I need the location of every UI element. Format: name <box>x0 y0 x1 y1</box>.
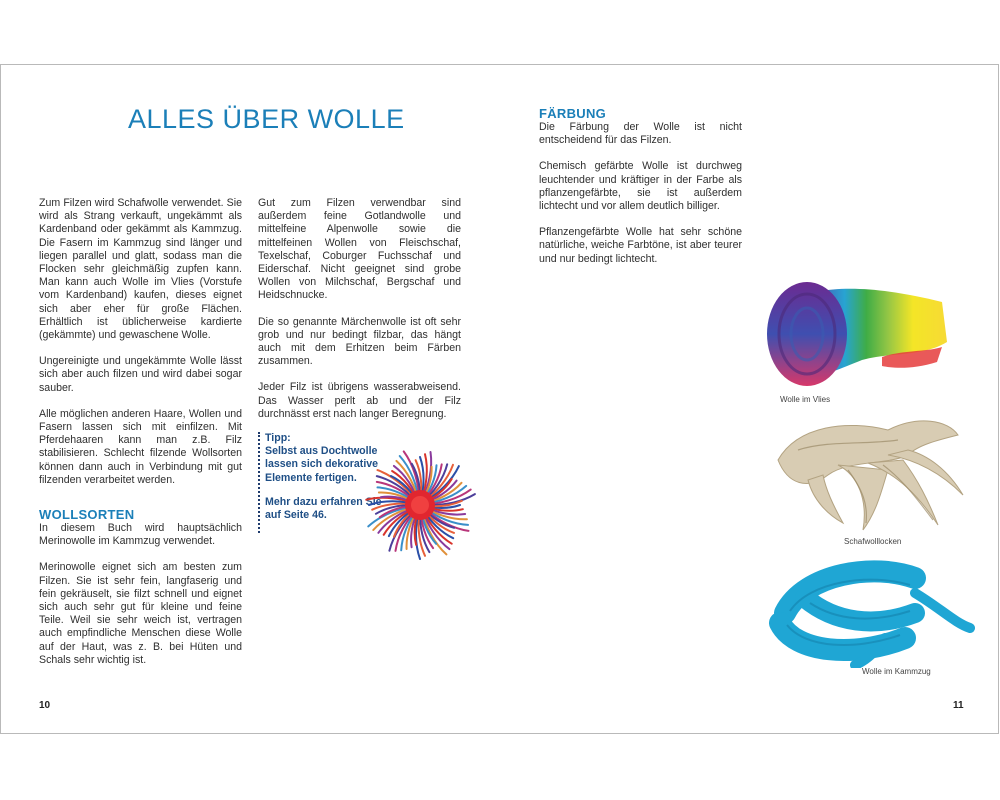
page-number-left: 10 <box>39 700 51 711</box>
caption-kammzug: Wolle im Kammzug <box>862 667 931 676</box>
paragraph: In diesem Buch wird hauptsächlich Merinowolle im Kammzug verwendet. <box>39 522 242 548</box>
faerbung-section <box>539 106 742 279</box>
page-number-right: 11 <box>953 700 964 711</box>
paragraph: Jeder Filz ist übrigens wasserabweisend. Das Wasser perlt ab und der Filz durchnässt erst nach langer Beregnung. <box>258 381 461 420</box>
wollsorten-section <box>39 507 242 680</box>
paragraph: Die so genannte Märchenwolle ist oft sehr grob und nur bedingt filzbar, das hängt auch mit dem Erhitzen beim Färben zusammen. <box>258 315 461 368</box>
wolle-im-vlies-image <box>762 262 952 392</box>
paragraph: Pflanzengefärbte Wolle hat sehr schöne natürliche, weiche Farbtöne, ist aber teurer und nur bedingt lichtecht. <box>539 226 742 265</box>
tip-reference: Mehr dazu erfahren Sie auf Seite 46. <box>265 495 382 522</box>
paragraph: Die Färbung der Wolle ist nicht entscheidend für das Filzen. <box>539 121 742 147</box>
paragraph: Chemisch gefärbte Wolle ist durchweg leuchtender und kräftiger in der Farbe als pflanzengefärbte, sie ist außerdem lichtecht und vor allem deutlich billiger. <box>539 160 742 213</box>
dochtwolle-flower-image <box>358 445 482 569</box>
paragraph: Alle möglichen anderen Haare, Wollen und Fasern lassen sich mit einfilzen. Mit Pferdehaaren kann man z.B. Filz stabilisieren. Schlecht filzende Wollsorten können dann auch in Verbindung mit gut filzenden verarbeitet werden. <box>39 407 242 486</box>
schafwolllocken-image <box>768 405 968 535</box>
paragraph: Merinowolle eignet sich am besten zum Filzen. Sie ist sehr fein, langfaserig und fein gekräuselt, sie filzt schnell und eignet sich auch sehr gut für kleine und feine Teile. Weil sie sehr weich ist, vertragen auch empfindliche Menschen diese Wolle auf der Haut, was z. B. bei Hüten und Schals sehr wichtig ist. <box>39 561 242 666</box>
text-column-1 <box>39 197 242 500</box>
caption-locken: Schafwolllocken <box>844 537 902 546</box>
wollsorten-text <box>39 522 242 667</box>
flower-center-highlight <box>411 496 429 514</box>
paragraph: Ungereinigte und ungekämmte Wolle lässt sich aber auch filzen und wird dabei sogar sauber. <box>39 355 242 394</box>
paragraph: Gut zum Filzen verwendbar sind außerdem feine Gotlandwolle und mittelfeine Alpenwolle sowie die mittelfeinen Wollen von Fleischschaf, Texelschaf, Coburger Fuchsschaf und Eiderschaf. Nicht geeignet sind grobe Wollen von Milchschaf, Bergschaf und Heidschnucke. <box>258 197 461 302</box>
caption-vlies: Wolle im Vlies <box>780 395 831 404</box>
tip-text: Tipp: Selbst aus Dochtwolle lassen sich dekorative Elemente fertigen. <box>265 432 379 484</box>
wolle-im-kammzug-image <box>765 553 975 668</box>
text-column-2 <box>258 197 461 434</box>
page-title: ALLES ÜBER WOLLE <box>128 104 405 134</box>
wollsorten-heading: WOLLSORTEN <box>39 507 135 522</box>
paragraph: Zum Filzen wird Schafwolle verwendet. Sie wird als Strang verkauft, ungekämmt als Kardenband oder gekämmt als Kammzug. Die Fasern im Kammzug sind länger und liegen parallel und glatt, sodass man die Flocken sehr gleichmäßig zupfen kann. Man kann auch Wolle im Vlies (Vorstufe vom Kardenband) kaufen, dieses eignet sich aber eher für große Flächen. Erhältlich ist üblicherweise kardierte (gekämmte) und gewaschene Wolle. <box>39 197 242 342</box>
faerbung-heading: FÄRBUNG <box>539 106 607 121</box>
